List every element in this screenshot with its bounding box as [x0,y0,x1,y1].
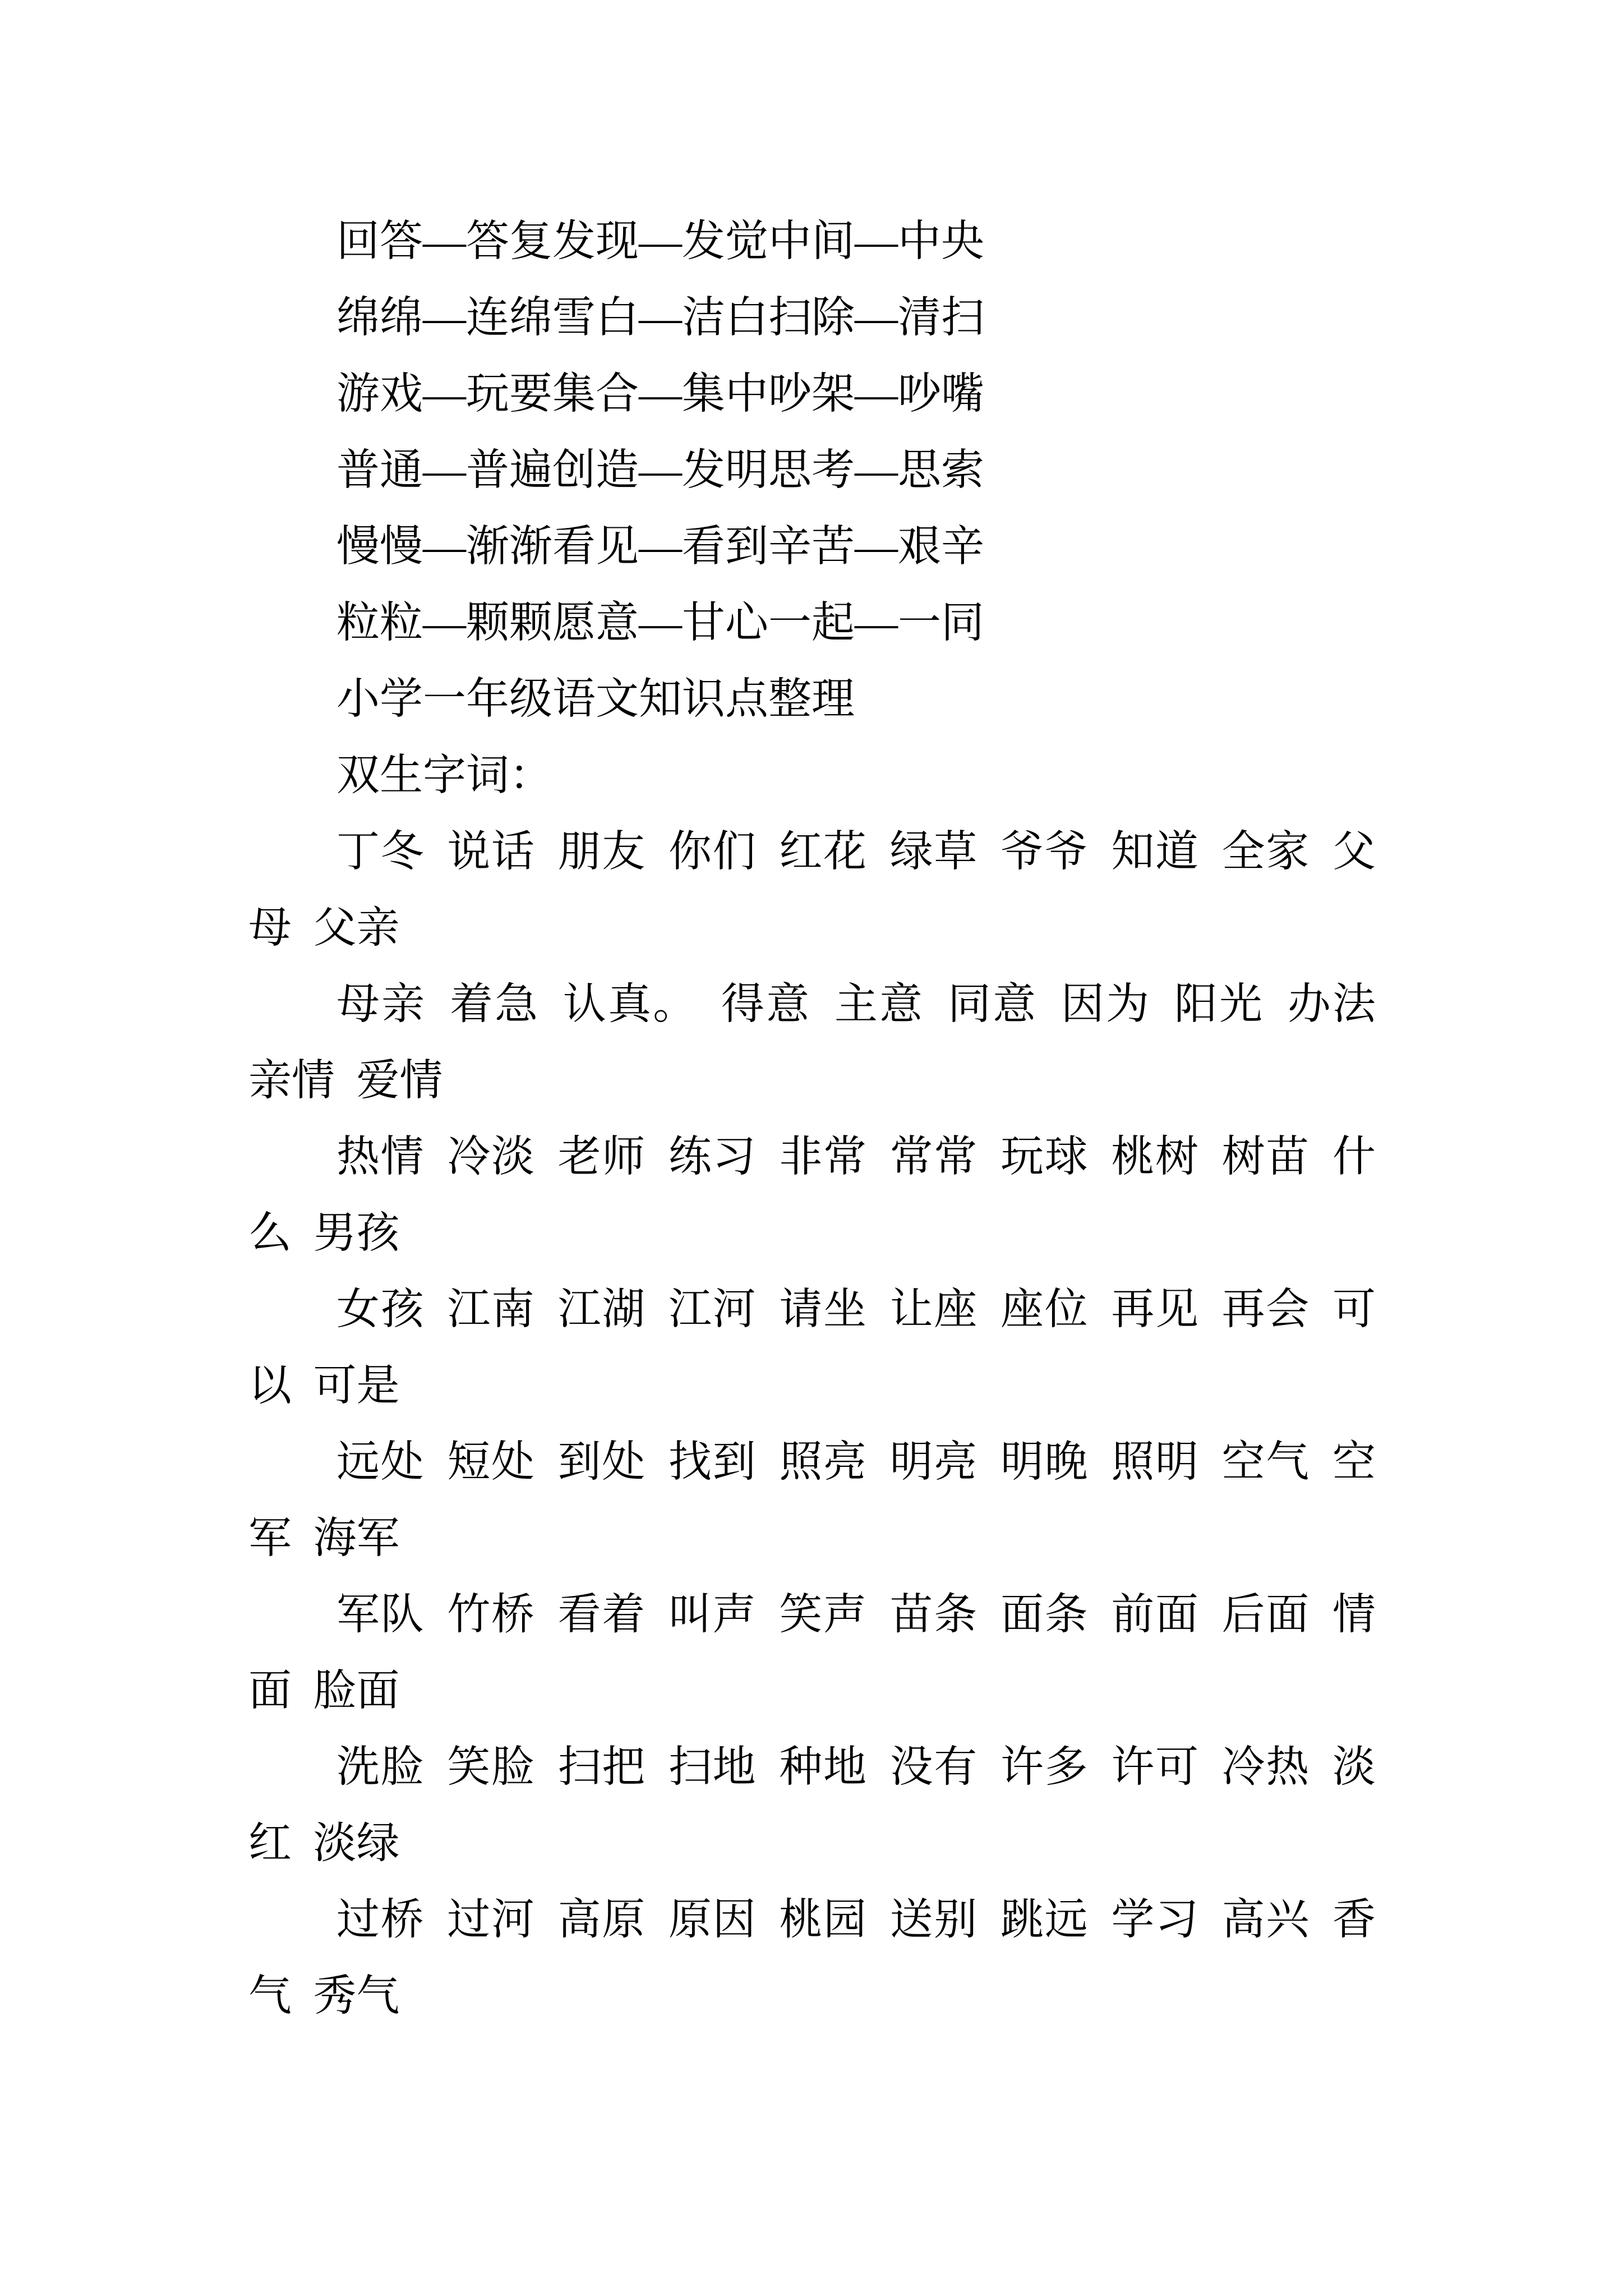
word-list-paragraph [248,966,1376,1119]
word-list-line: 女孩 江南 江湖 江河 请坐 让座 座位 再见 再会 可 [336,1285,1376,1333]
word-list-paragraph [248,1424,1376,1576]
word-list-paragraph [248,813,1376,966]
section-label: 双生字词： [336,751,552,799]
document-heading: 小学一年级语文知识点整理 [336,675,855,723]
word-list-paragraph [248,1881,1376,2034]
word-list-paragraph [248,1729,1376,1881]
word-list-line: 远处 短处 到处 找到 照亮 明亮 明晚 照明 空气 空 [336,1438,1376,1486]
document-body [248,203,1376,2034]
word-list-line: 丁冬 说话 朋友 你们 红花 绿草 爷爷 知道 全家 父 [336,827,1376,876]
word-list-line: 红 淡绿 [248,1819,400,1867]
word-list-line: 军 海军 [248,1514,400,1562]
word-list-paragraph [248,1576,1376,1729]
synonym-pair-line: 游戏—玩要集合—集中吵架—吵嘴 [336,370,984,418]
synonym-pair-line: 普通—普遍创造—发明思考—思索 [336,446,984,494]
word-list-line: 亲情 爱情 [248,1056,443,1105]
word-list-line: 军队 竹桥 看着 叫声 笑声 苗条 面条 前面 后面 情 [336,1590,1376,1639]
synonym-pair-line: 慢慢—渐渐看见—看到辛苦—艰辛 [336,522,984,570]
word-list-line: 热情 冷淡 老师 练习 非常 常常 玩球 桃树 树苗 什 [336,1133,1376,1181]
word-list-line: 母 父亲 [248,904,400,952]
word-list-line: 么 男孩 [248,1209,400,1257]
word-list-line: 母亲 着急 认真。 得意 主意 同意 因为 阳光 办法 [336,980,1376,1028]
word-list-paragraph [248,1119,1376,1271]
synonym-pair-line: 粒粒—颗颗愿意—甘心一起—一同 [336,599,984,647]
word-list-line: 过桥 过河 高原 原因 桃园 送别 跳远 学习 高兴 香 [336,1895,1376,1944]
synonym-pair-line: 回答—答复发现—发觉中间—中央 [336,217,984,265]
word-list-paragraph [248,1271,1376,1424]
word-list-line: 气 秀气 [248,1972,400,2020]
word-list-line: 洗脸 笑脸 扫把 扫地 种地 没有 许多 许可 冷热 淡 [336,1743,1376,1791]
word-list-line: 以 可是 [248,1361,400,1410]
synonym-pair-line: 绵绵—连绵雪白—洁白扫除—清扫 [336,293,984,342]
word-list-line: 面 脸面 [248,1667,400,1715]
